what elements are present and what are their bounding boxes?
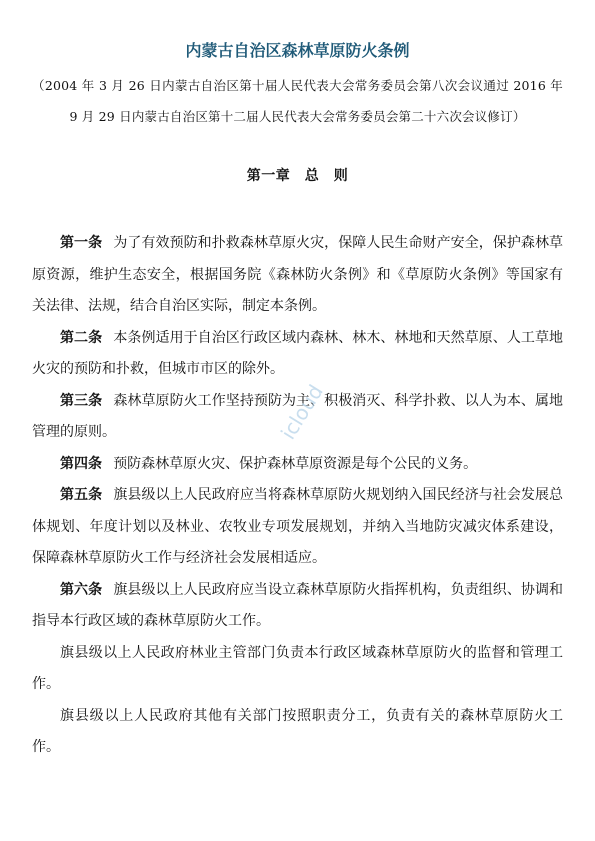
article-number: 第三条 xyxy=(60,392,103,409)
article-text: 预防森林草原火灾、保护森林草原资源是每个公民的义务。 xyxy=(113,455,478,472)
article-number: 第五条 xyxy=(60,487,103,503)
article-text: 本条例适用于自治区行政区域内森林、林木、林地和天然草原、人工草地火灾的预防和扑救，但城市市区的除外。 xyxy=(32,329,564,377)
article-number: 第一条 xyxy=(60,235,103,251)
document-title: 内蒙古自治区森林草原防火条例 xyxy=(185,41,410,60)
article-paragraph xyxy=(32,228,563,323)
article-paragraph xyxy=(32,575,563,638)
body-paragraph xyxy=(32,701,563,764)
watermark: icloud xyxy=(275,380,328,444)
article-text: 旗县级以上人民政府应当将森林草原防火规划纳入国民经济与社会发展总体规划、年度计划以及林业、农牧业专项发展规划，并纳入当地防灾减灾体系建设，保障森林草原防火工作与经济社会发展相适应。 xyxy=(32,487,564,566)
article-number: 第六条 xyxy=(60,581,103,598)
body-paragraph xyxy=(32,638,563,701)
chapter-heading: 第一章 总 则 xyxy=(246,168,349,184)
article-number: 第四条 xyxy=(60,455,102,472)
article-paragraph xyxy=(32,449,563,481)
adoption-note: （2004 年 3 月 26 日内蒙古自治区第十届人民代表大会常务委员会第八次会议通过 2016 年 9 月 29 日内蒙古自治区第十二届人民代表大会常务委员会第二十六次会议修订） xyxy=(32,78,563,124)
document-body xyxy=(32,228,563,764)
article-number: 第二条 xyxy=(60,329,103,346)
article-paragraph xyxy=(32,323,563,386)
article-text: 森林草原防火工作坚持预防为主、积极消灭、科学扑救、以人为本、属地管理的原则。 xyxy=(32,392,564,440)
paragraph-text: 旗县级以上人民政府其他有关部门按照职责分工，负责有关的森林草原防火工作。 xyxy=(32,707,563,755)
paragraph-text: 旗县级以上人民政府林业主管部门负责本行政区域森林草原防火的监督和管理工作。 xyxy=(32,644,563,692)
article-text: 为了有效预防和扑救森林草原火灾，保障人民生命财产安全，保护森林草原资源，维护生态安全，根据国务院《森林防火条例》和《草原防火条例》等国家有关法律、法规，结合自治区实际，制定本条例。 xyxy=(32,235,564,314)
article-paragraph xyxy=(32,480,563,575)
article-text: 旗县级以上人民政府应当设立森林草原防火指挥机构，负责组织、协调和指导本行政区域的森林草原防火工作。 xyxy=(32,581,564,629)
